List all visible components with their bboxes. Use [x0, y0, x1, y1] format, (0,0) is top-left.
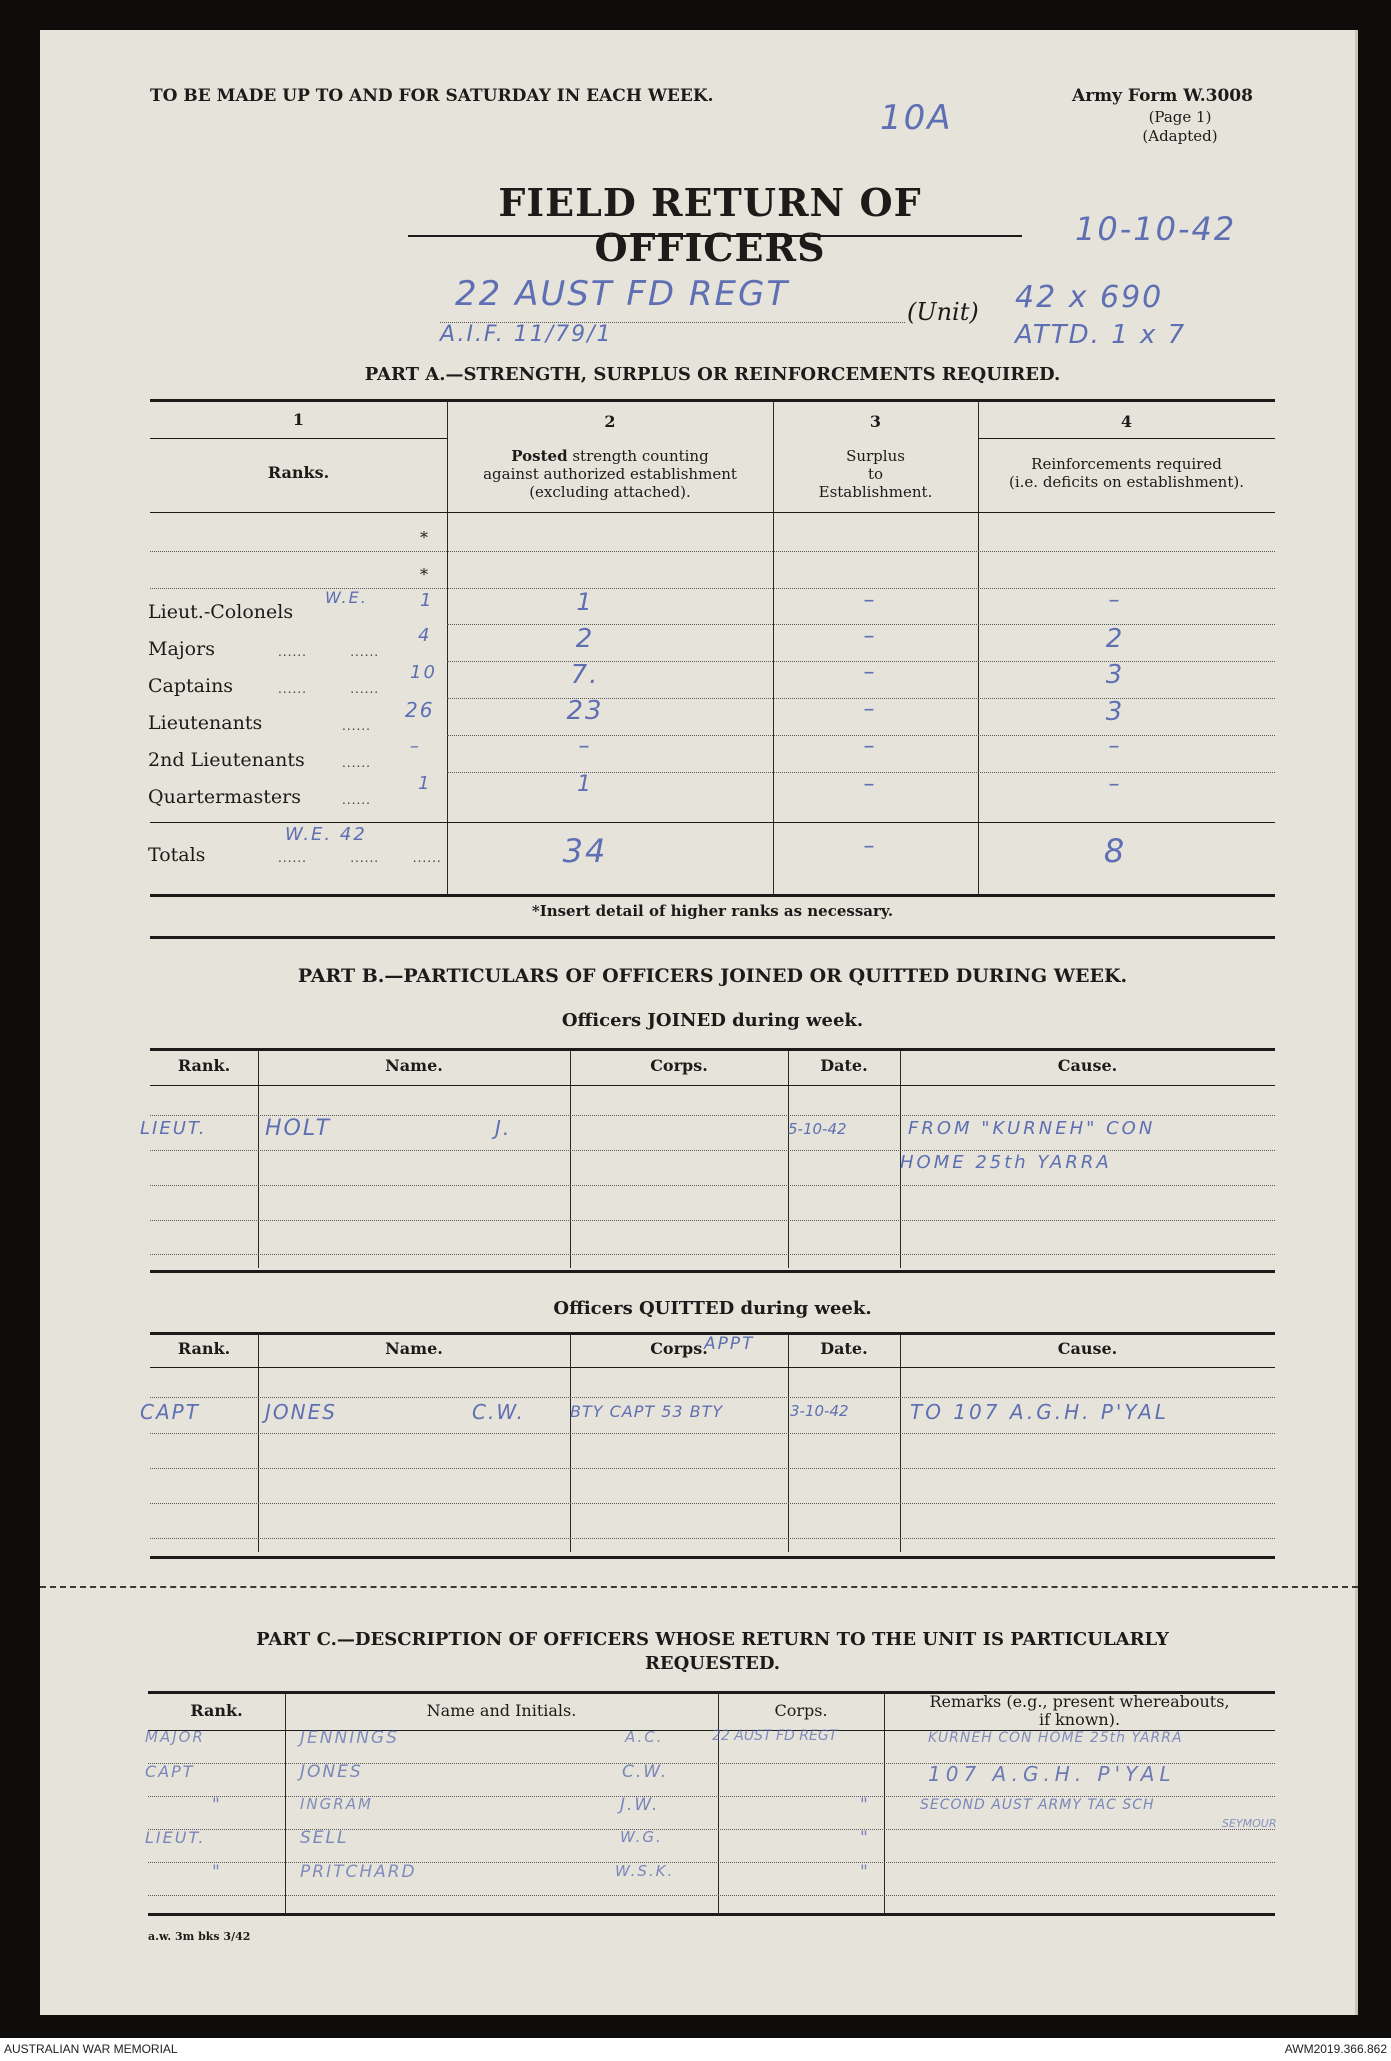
quitted-corps-note: APPT: [704, 1334, 755, 1354]
posted-value: 7.: [570, 660, 600, 690]
rank-row: Lieut.-Colonels: [148, 601, 294, 623]
part-c-name: JENNINGS: [300, 1728, 399, 1748]
col-number-2: 2: [604, 412, 616, 431]
joined-col-rank: Rank.: [177, 1056, 231, 1075]
reinf-value: –: [1108, 734, 1122, 759]
part-a-header-rule: [150, 512, 1275, 513]
quitted-header-rule: [150, 1367, 1275, 1368]
reinf-value: –: [1108, 588, 1122, 613]
footer-left: AUSTRALIAN WAR MEMORIAL: [4, 2042, 178, 2056]
part-a-title: PART A.—STRENGTH, SURPLUS OR REINFORCEMENTS REQUIRED.: [364, 364, 1061, 385]
perforation-line: [40, 1586, 1358, 1588]
rank-row: 2nd Lieutenants: [148, 749, 305, 771]
part-c-rank: ": [212, 1795, 222, 1815]
part-c-corps: ": [860, 1795, 870, 1815]
quitted-name: JONES: [265, 1400, 337, 1424]
rank-row: Lieutenants: [148, 712, 263, 734]
part-c-col-rank: Rank.: [190, 1701, 243, 1720]
quitted-corps: BTY CAPT 53 BTY: [570, 1402, 724, 1421]
joined-col-name: Name.: [385, 1056, 443, 1075]
joined-divider-3: [788, 1050, 789, 1268]
part-c-rank: CAPT: [145, 1762, 195, 1781]
part-c-col-corps: Corps.: [774, 1701, 828, 1720]
part-c-initials: W.S.K.: [615, 1862, 675, 1880]
part-c-corps: 22 AUST FD REGT: [712, 1728, 838, 1744]
reinf-value: 3: [1105, 660, 1125, 690]
joined-row-2: [150, 1150, 1275, 1151]
we-label: W.E.: [325, 588, 368, 607]
asterisk-2: *: [420, 565, 428, 584]
joined-divider-1: [258, 1050, 259, 1268]
page-title: FIELD RETURN OF OFFICERS: [498, 180, 922, 270]
hw-strength: 42 x 690: [1015, 280, 1164, 315]
form-adapted: (Adapted): [1142, 127, 1218, 145]
quitted-initials: C.W.: [472, 1400, 525, 1424]
surplus-value: –: [863, 772, 877, 797]
footer-right: AWM2019.366.862: [1284, 2042, 1387, 2056]
joined-bottom-rule: [150, 1270, 1275, 1273]
quitted-row-1: [150, 1397, 1275, 1398]
blank-row-1: [150, 551, 1275, 552]
reinf-value: 3: [1105, 697, 1125, 727]
joined-cause-2: HOME 25th YARRA: [900, 1152, 1112, 1173]
surplus-value: –: [863, 660, 877, 685]
quitted-bottom-rule: [150, 1556, 1275, 1559]
joined-divider-2: [570, 1050, 571, 1268]
we-value: 4: [418, 625, 432, 646]
form-number: Army Form W.3008: [1072, 86, 1253, 106]
part-c-title-line2: REQUESTED.: [644, 1653, 781, 1674]
totals-rule: [150, 822, 1275, 823]
joined-rank: LIEUT.: [140, 1118, 207, 1139]
part-c-rank: MAJOR: [145, 1728, 205, 1746]
part-c-initials: W.G.: [620, 1828, 663, 1846]
totals-surplus: –: [863, 834, 877, 859]
col2-header: [447, 447, 773, 501]
quitted-row-4: [150, 1503, 1275, 1504]
surplus-value: –: [863, 624, 877, 649]
we-value: 1: [420, 590, 434, 611]
part-c-remarks: SECOND AUST ARMY TAC SCH: [920, 1797, 1155, 1813]
joined-top-rule: [150, 1048, 1275, 1051]
part-c-initials: J.W.: [620, 1795, 660, 1815]
rank-row: Quartermasters: [148, 786, 301, 808]
part-c-initials: C.W.: [622, 1762, 669, 1782]
part-c-col-remarks-line1: Remarks (e.g., present whereabouts,: [929, 1692, 1230, 1711]
col3-header: [773, 447, 978, 501]
part-a-bottom-rule: [150, 894, 1275, 897]
hw-date: 10-10-42: [1075, 210, 1237, 248]
quitted-col-date: Date.: [820, 1339, 868, 1358]
col-ranks-header: Ranks.: [267, 463, 330, 482]
part-c-corps: ": [860, 1862, 870, 1882]
quitted-col-name: Name.: [385, 1339, 443, 1358]
part-c-col-name: Name and Initials.: [426, 1701, 577, 1720]
part-c-divider-2: [718, 1693, 719, 1913]
part-c-remarks: 107 A.G.H. P'YAL: [928, 1762, 1176, 1786]
quitted-title: Officers QUITTED during week.: [553, 1298, 872, 1319]
row-leader: ......: [342, 756, 371, 770]
surplus-value: –: [863, 588, 877, 613]
col3-header-line2: to: [867, 465, 884, 483]
part-c-rank: ": [212, 1862, 222, 1882]
print-code: a.w. 3m bks 3/42: [148, 1930, 251, 1943]
joined-date: 5-10-42: [788, 1120, 847, 1138]
joined-row-3: [150, 1185, 1275, 1186]
row-leader: ...... ......: [278, 645, 380, 659]
posted-value: 2: [575, 624, 595, 654]
quitted-cause: TO 107 A.G.H. P'YAL: [910, 1400, 1169, 1424]
part-c-corps: ": [860, 1828, 870, 1848]
asterisk-1: *: [420, 528, 428, 547]
joined-row-5: [150, 1254, 1275, 1255]
part-a-footnote: *Insert detail of higher ranks as necessary.: [531, 902, 894, 920]
quitted-date: 3-10-42: [790, 1402, 849, 1420]
col4-header: [978, 455, 1275, 491]
rule-1: [150, 438, 447, 439]
quitted-col-corps: Corps.: [650, 1339, 708, 1358]
hw-unit-sub: A.I.F. 11/79/1: [440, 322, 613, 347]
col3-header-line1: Surplus: [846, 447, 905, 465]
part-c-bottom-rule: [148, 1913, 1275, 1916]
rank-row: Majors: [148, 638, 215, 660]
part-c-initials: A.C.: [625, 1728, 664, 1746]
col2-header-bold: Posted: [511, 447, 568, 465]
quitted-rank: CAPT: [140, 1400, 200, 1424]
row-leader: ......: [342, 719, 371, 733]
archive-footer: [0, 2038, 1391, 2061]
part-c-col-remarks-line2: if known).: [1038, 1710, 1121, 1729]
totals-leader: ...... ...... ......: [278, 851, 442, 865]
part-c-name: INGRAM: [300, 1795, 373, 1813]
joined-header-rule: [150, 1085, 1275, 1086]
totals-we: W.E. 42: [285, 824, 367, 845]
title-underline: [408, 235, 1022, 237]
we-value: 26: [405, 698, 435, 722]
quitted-col-cause: Cause.: [1057, 1339, 1118, 1358]
form-page-number: (Page 1): [1148, 108, 1212, 126]
posted-value: –: [578, 734, 592, 759]
joined-title: Officers JOINED during week.: [561, 1010, 864, 1031]
part-c-remarks: SEYMOUR: [1222, 1817, 1277, 1830]
joined-col-corps: Corps.: [650, 1056, 708, 1075]
part-c-col-remarks: [884, 1693, 1275, 1729]
col3-header-line3: Establishment.: [818, 483, 933, 501]
totals-posted: 34: [562, 832, 608, 870]
surplus-value: –: [863, 697, 877, 722]
col2-header-rest: strength counting: [567, 447, 709, 465]
part-c-divider-1: [285, 1693, 286, 1913]
part-c-title: [150, 1628, 1275, 1676]
part-b-title: PART B.—PARTICULARS OF OFFICERS JOINED OR QUITTED DURING WEEK.: [297, 965, 1128, 987]
posted-value: 1: [576, 588, 594, 616]
joined-row-4: [150, 1220, 1275, 1221]
part-c-row-5: [148, 1895, 1275, 1896]
hw-unit: 22 AUST FD REGT: [455, 274, 790, 314]
rank-row: Captains: [148, 675, 234, 697]
part-a-top-rule: [150, 399, 1275, 402]
joined-name: HOLT: [265, 1116, 332, 1141]
row-leader: ...... ......: [278, 682, 380, 696]
col-number-1: 1: [292, 410, 305, 429]
quitted-row-5: [150, 1538, 1275, 1539]
reinf-value: 2: [1105, 624, 1125, 654]
surplus-value: –: [863, 734, 877, 759]
col4-header-line1: Reinforcements required: [1031, 455, 1222, 473]
joined-cause-1: FROM "KURNEH" CON: [908, 1118, 1156, 1139]
unit-line: [440, 322, 905, 323]
we-value: 1: [418, 773, 432, 794]
unit-label: (Unit): [907, 298, 979, 326]
hw-code: 10A: [880, 98, 953, 138]
posted-value: 1: [577, 772, 593, 797]
we-value: –: [410, 736, 421, 757]
part-c-name: JONES: [300, 1762, 363, 1782]
part-c-name: PRITCHARD: [300, 1862, 417, 1882]
part-c-rank: LIEUT.: [145, 1828, 206, 1847]
quitted-row-3: [150, 1468, 1275, 1469]
rule-2: [978, 438, 1275, 439]
part-b-top-rule: [150, 936, 1275, 939]
we-value: 10: [410, 662, 437, 683]
joined-initials: J.: [495, 1116, 512, 1140]
col2-header-line2: against authorized establishment: [483, 465, 737, 483]
joined-col-cause: Cause.: [1057, 1056, 1118, 1075]
reinf-value: –: [1108, 772, 1122, 797]
joined-col-date: Date.: [820, 1056, 868, 1075]
col-number-3: 3: [869, 412, 882, 431]
page-edge: [1355, 30, 1358, 2015]
totals-label: Totals: [148, 844, 206, 866]
quitted-col-rank: Rank.: [177, 1339, 231, 1358]
posted-value: 23: [566, 696, 604, 726]
hw-attached: ATTD. 1 x 7: [1015, 320, 1187, 350]
part-c-remarks: KURNEH CON HOME 25th YARRA: [928, 1730, 1183, 1746]
totals-reinf: 8: [1103, 832, 1127, 870]
col2-header-line3: (excluding attached).: [529, 483, 691, 501]
col4-header-line2: (i.e. deficits on establishment).: [1009, 473, 1244, 491]
row-leader: ......: [342, 793, 371, 807]
col-number-4: 4: [1120, 412, 1133, 431]
part-c-name: SELL: [300, 1828, 349, 1848]
part-c-title-line1: PART C.—DESCRIPTION OF OFFICERS WHOSE RETURN TO THE UNIT IS PARTICULARLY: [256, 1629, 1169, 1650]
quitted-row-2: [150, 1433, 1275, 1434]
form-instruction: TO BE MADE UP TO AND FOR SATURDAY IN EACH WEEK.: [150, 86, 714, 106]
